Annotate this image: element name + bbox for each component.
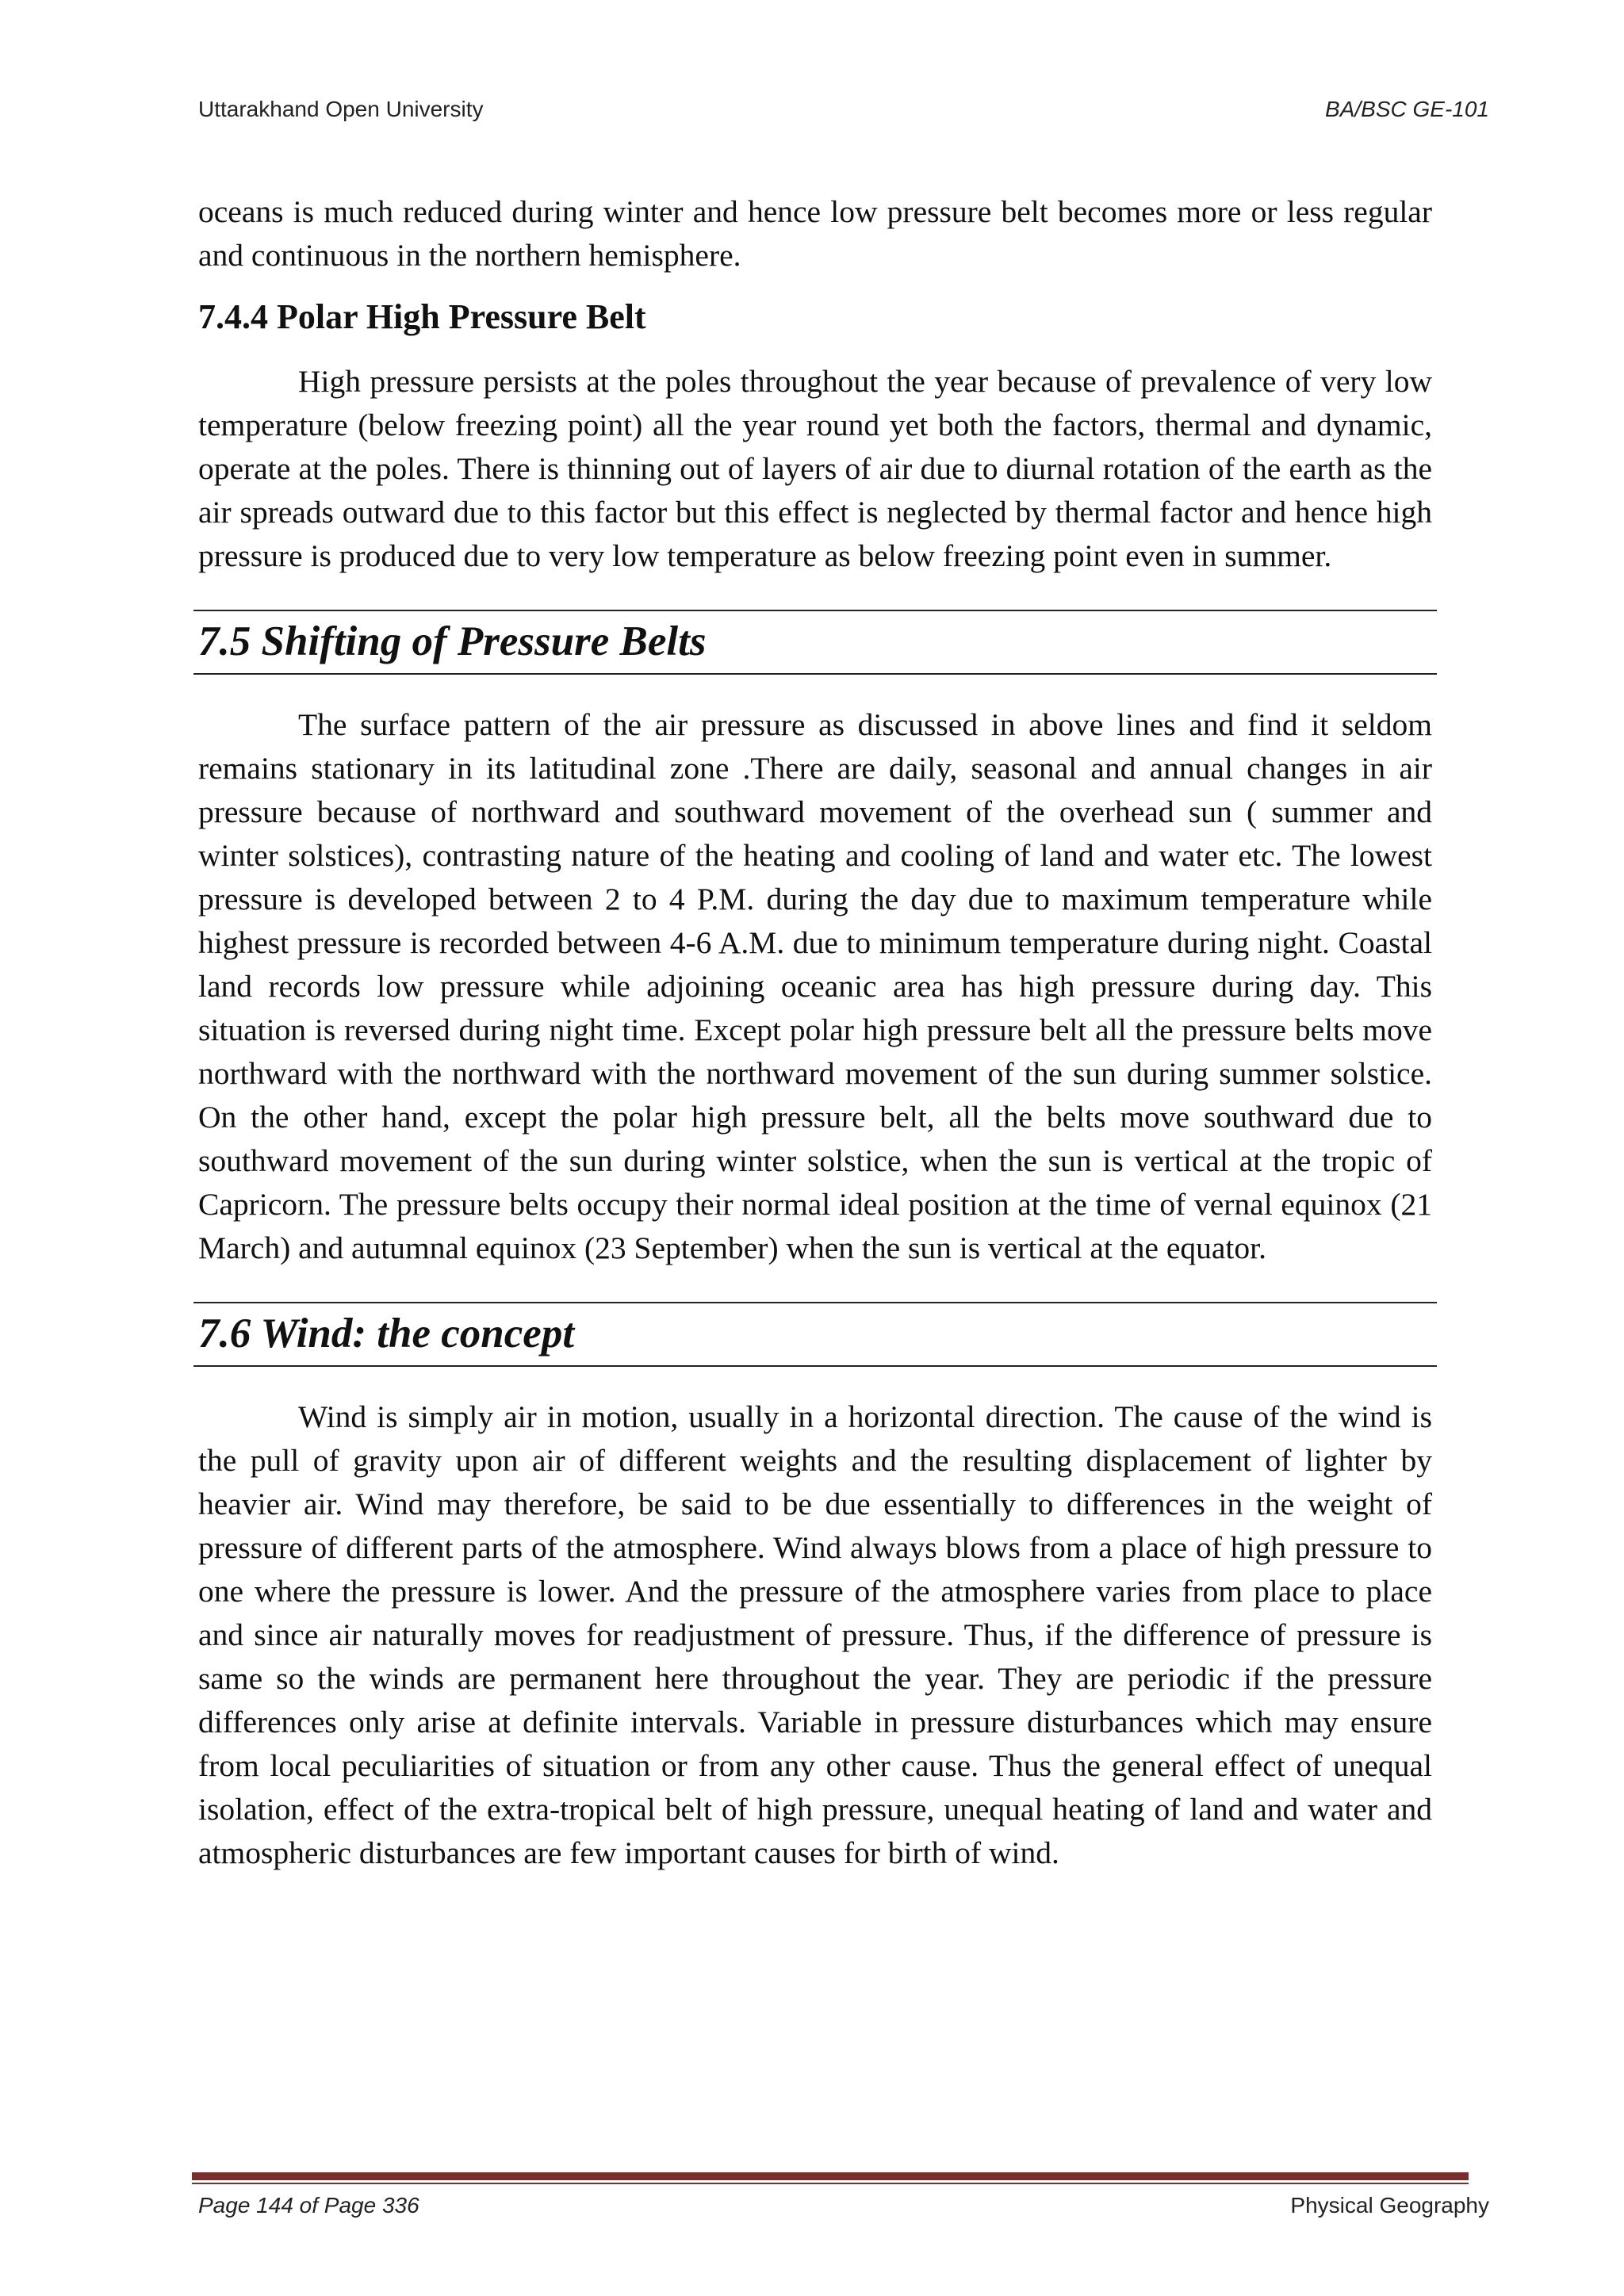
header-university: Uttarakhand Open University [198,97,484,121]
page-header [198,97,1489,128]
footer-subject: Physical Geography [1290,2193,1489,2218]
paragraph-shifting: The surface pattern of the air pressure as discussed in above lines and find it seldom remains stationary in its latitudinal zone .There are daily, seasonal and annual changes in air pressure because of northward and southward movement of the overhead sun ( summer and winter solstices), contrasting nature of the heating and cooling of land and water etc. The lowest pressure is developed between 2 to 4 P.M. during the day due to maximum temperature while highest pressure is recorded between 4-6 A.M. due to minimum temperature during night. Coastal land records low pressure while adjoining oceanic area has high pressure during day. This situation is reversed during night time. Except polar high pressure belt all the pressure belts move northward with the northward with the northward movement of the sun during summer solstice. On the other hand, except the polar high pressure belt, all the belts move southward due to southward movement of the sun during winter solstice, when the sun is vertical at the tropic of Capricorn. The pressure belts occupy their normal ideal position at the time of vernal equinox (21 March) and autumnal equinox (23 September) when the sun is vertical at the equator. [198,707,1432,1265]
subsection-heading-polar: 7.4.4 Polar High Pressure Belt [198,297,646,336]
page-content [198,190,1432,1875]
footer-page-number: Page 144 of Page 336 [198,2193,419,2218]
section-title-wind: 7.6 Wind: the concept [198,1311,575,1357]
section-heading-shifting [193,610,1437,675]
paragraph-wind: Wind is simply air in motion, usually in a horizontal direction. The cause of the wind is the pull of gravity upon air of different weights and the resulting displacement of lighter by heavier air. Wind may therefore, be said to be due essentially to differences in the weight of pressure of different parts of the atmosphere. Wind always blows from a place of high pressure to one where the pressure is lower. And the pressure of the atmosphere varies from place to place and since air naturally moves for readjustment of pressure. Thus, if the difference of pressure is same so the winds are permanent here throughout the year. They are periodic if the pressure differences only arise at definite intervals. Variable in pressure disturbances which may ensure from local peculiarities of situation or from any other cause. Thus the general effect of unequal isolation, effect of the extra-tropical belt of high pressure, unequal heating of land and water and atmospheric disturbances are few important causes for birth of wind. [198,1399,1432,1870]
page-footer [198,2193,1489,2225]
section-heading-wind [193,1302,1437,1367]
header-course-code: BA/BSC GE-101 [1325,97,1489,121]
continuation-paragraph: oceans is much reduced during winter and hence low pressure belt becomes more or less regular and continuous in the northern hemisphere. [198,194,1432,273]
footer-rule-thin [192,2183,1469,2184]
paragraph-polar: High pressure persists at the poles throughout the year because of prevalence of very low temperature (below freezing point) all the year round yet both the factors, thermal and dynamic, operate at the poles. There is thinning out of layers of air due to diurnal rotation of the earth as the air spreads outward due to this factor but this effect is neglected by thermal factor and hence high pressure is produced due to very low temperature as below freezing point even in summer. [198,364,1432,573]
section-title-shifting: 7.5 Shifting of Pressure Belts [198,618,707,664]
footer-rule [192,2172,1469,2180]
